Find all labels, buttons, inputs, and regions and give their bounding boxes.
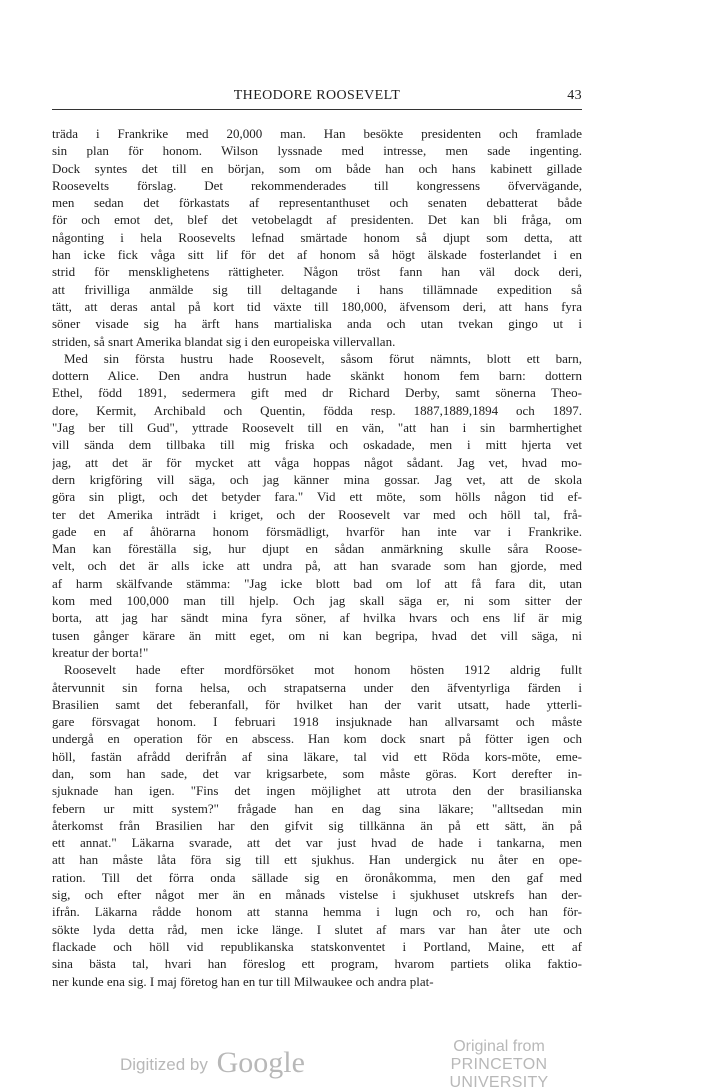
text-line: återvunnit sin forna helsa, och strapatserna under den äfventyrliga färden i (52, 679, 582, 695)
text-line: ifrån. Läkarna rådde honom att stanna hemma i lugn och ro, och han för- (52, 904, 582, 920)
running-title: THEODORE ROOSEVELT (233, 88, 401, 103)
text-line: Roosevelts förslag. Det rekommenderades till kongressens öfvervägande, (52, 177, 582, 193)
text-line: dern krigföring vill säga, och jag känner mina gossar. Jag vet, att de skola (52, 471, 582, 487)
text-line: af harm skälfvande stämma: "Jag icke blott bad om lof att få fara dit, utan (52, 575, 582, 591)
text-line: sin plan för honom. Wilson lyssnade med intresse, men sade ingenting. (52, 143, 582, 159)
digitized-by-label: Digitized by (120, 1055, 208, 1074)
text-line: han icke fick våga sitt lif för det af honom så högt älskade fosterlandet i en (52, 247, 582, 263)
text-line: att frivilliga anmälde sig till deltagande i hans tillämnade expedition så (52, 281, 582, 297)
text-line: Roosevelt hade efter mordförsöket mot honom hösten 1912 aldrig fullt (64, 662, 582, 678)
text-line: ett annat." Läkarna svarade, att det var just hvad de hade i tankarna, men (52, 835, 582, 851)
text-line: ter det Amerika inträdt i kriget, och der Roosevelt var med och höll tal, frå- (52, 506, 582, 522)
text-line: träda i Frankrike med 20,000 man. Han besökte presidenten och framlade (52, 126, 582, 141)
text-line: gare försvagat honom. I februari 1918 insjuknade han allvarsamt och måste (52, 714, 582, 730)
text-line: Ethel, född 1891, sedermera gift med dr Richard Derby, samt sönerna Theo- (52, 385, 582, 401)
text-line: gade en af åhörarna honom försmädligt, hvarför han inte var i Frankrike. (52, 523, 582, 539)
text-line: dan, som han sade, det var krigsarbete, som måste göras. Kort derefter in- (52, 765, 582, 781)
text-line: borta, att jag har sändt mina fyra söner, af hvilka hvars och ens lif är mig (52, 610, 582, 626)
text-line: att han måste låta föra sig till ett sjukhus. Han undergick nu åter en ope- (52, 852, 582, 868)
text-line: någonting i hela Roosevelts lefnad smärtade honom så djupt som detta, att (52, 229, 582, 245)
text-line: undergå en operation för en abscess. Han kom dock snart på fötter igen och (52, 731, 582, 747)
footer-watermark (0, 1030, 709, 1091)
text-line: flackade och höll vid republikanska statskonventet i Portland, Maine, ett af (52, 938, 582, 954)
page-header (52, 88, 582, 106)
page-number: 43 (567, 88, 582, 103)
text-line: sjuknade han igen. "Fins det ingen möjlighet att utrota den der brasilianska (52, 783, 582, 799)
text-line: "Jag ber till Gud", yttrade Roosevelt till en vän, "att han i sin barmhertighet (52, 420, 582, 436)
text-line: ration. Till det förra onda sällade sig en öronåkomma, men den gaf med (52, 869, 582, 885)
text-line: sig, och efter något mer än en månads vistelse i sjukhuset utskrefs han der- (52, 887, 582, 903)
text-line: velt, och det är alls icke att undra på, att han svarade som han gjorde, med (52, 558, 582, 574)
original-from-label: Original from (453, 1038, 545, 1055)
text-line: Man kan föreställa sig, hur djupt en sådan anmärkning skulle såra Roose- (52, 541, 582, 557)
text-line: strid för mensklighetens rättigheter. Någon tröst fann han väl dock deri, (52, 264, 582, 280)
text-line: dottern Alice. Den andra hustrun hade skänkt honom fem barn: dottern (52, 368, 582, 384)
text-line: Brasilien samt det feberanfall, för hvilket han der varit utsatt, hade ytterli- (52, 696, 582, 712)
text-line: striden, så snart Amerika blandat sig i den europeiska villervallan. (52, 333, 396, 349)
header-rule (52, 109, 582, 110)
text-line: febern ur mitt system?" frågade han en dag sina läkare; "alltsedan min (52, 800, 582, 816)
text-line: kom med 100,000 man till hjelp. Och jag skall säga er, ni som sitter der (52, 593, 582, 609)
university-label: PRINCETON UNIVERSITY (449, 1056, 549, 1091)
text-line: Dock syntes det till en början, som om både han och hans kabinett gillade (52, 160, 582, 176)
text-line: kreatur der borta!" (52, 644, 149, 660)
text-line: Med sin första hustru hade Roosevelt, såsom förut nämnts, blott ett barn, (64, 350, 582, 366)
text-line: återkomst från Brasilien har den gifvit sig tillkänna än på ett sätt, än på (52, 817, 582, 833)
text-line: för och emot det, blef det vetobelagdt af presidenten. Det kan bli fråga, om (52, 212, 582, 228)
text-line: höll, fastän afrådd derifrån af sina läkare, tal vid ett Röda kors-möte, eme- (52, 748, 582, 764)
text-line: dore, Kermit, Archibald och Quentin, födda resp. 1887,1889,1894 och 1897. (52, 402, 582, 418)
text-line: ner kunde ena sig. I maj företog han en tur till Milwaukee och andra plat- (52, 973, 434, 989)
text-line: jag, att det är för mycket att våga hoppas något sådant. Jag vet, hvad mo- (52, 454, 582, 470)
text-line: sökte lyda detta råd, men icke länge. I slutet af mars var han åter ute och (52, 921, 582, 937)
body-text (52, 125, 582, 990)
text-line: tätt, att deras antal på kort tid växte till 180,000, äfvensom deri, att hans fyra (52, 298, 582, 314)
google-logo: Google (216, 1046, 305, 1079)
text-line: men sedan det förkastats af representanthuset och senaten debatterat både (52, 195, 582, 211)
digitized-by-google-watermark (120, 1044, 305, 1078)
text-line: tusen gånger kärare än mitt eget, om ni kan begripa, hvad det vill säga, ni (52, 627, 582, 643)
text-line: söner visade sig ha ärft hans martialiska anda och utan tvekan gingo ut i (52, 316, 582, 332)
text-line: vill sända dem tillbaka till mig friska och oskadade, men i mitt hjerta vet (52, 437, 582, 453)
text-line: göra sin pligt, och det betyder fara." Vid ett möte, som hölls någon tid ef- (52, 489, 582, 505)
text-line: sina bästa tal, hvari han föreslog ett program, hvarom partiets olika faktio- (52, 956, 582, 972)
